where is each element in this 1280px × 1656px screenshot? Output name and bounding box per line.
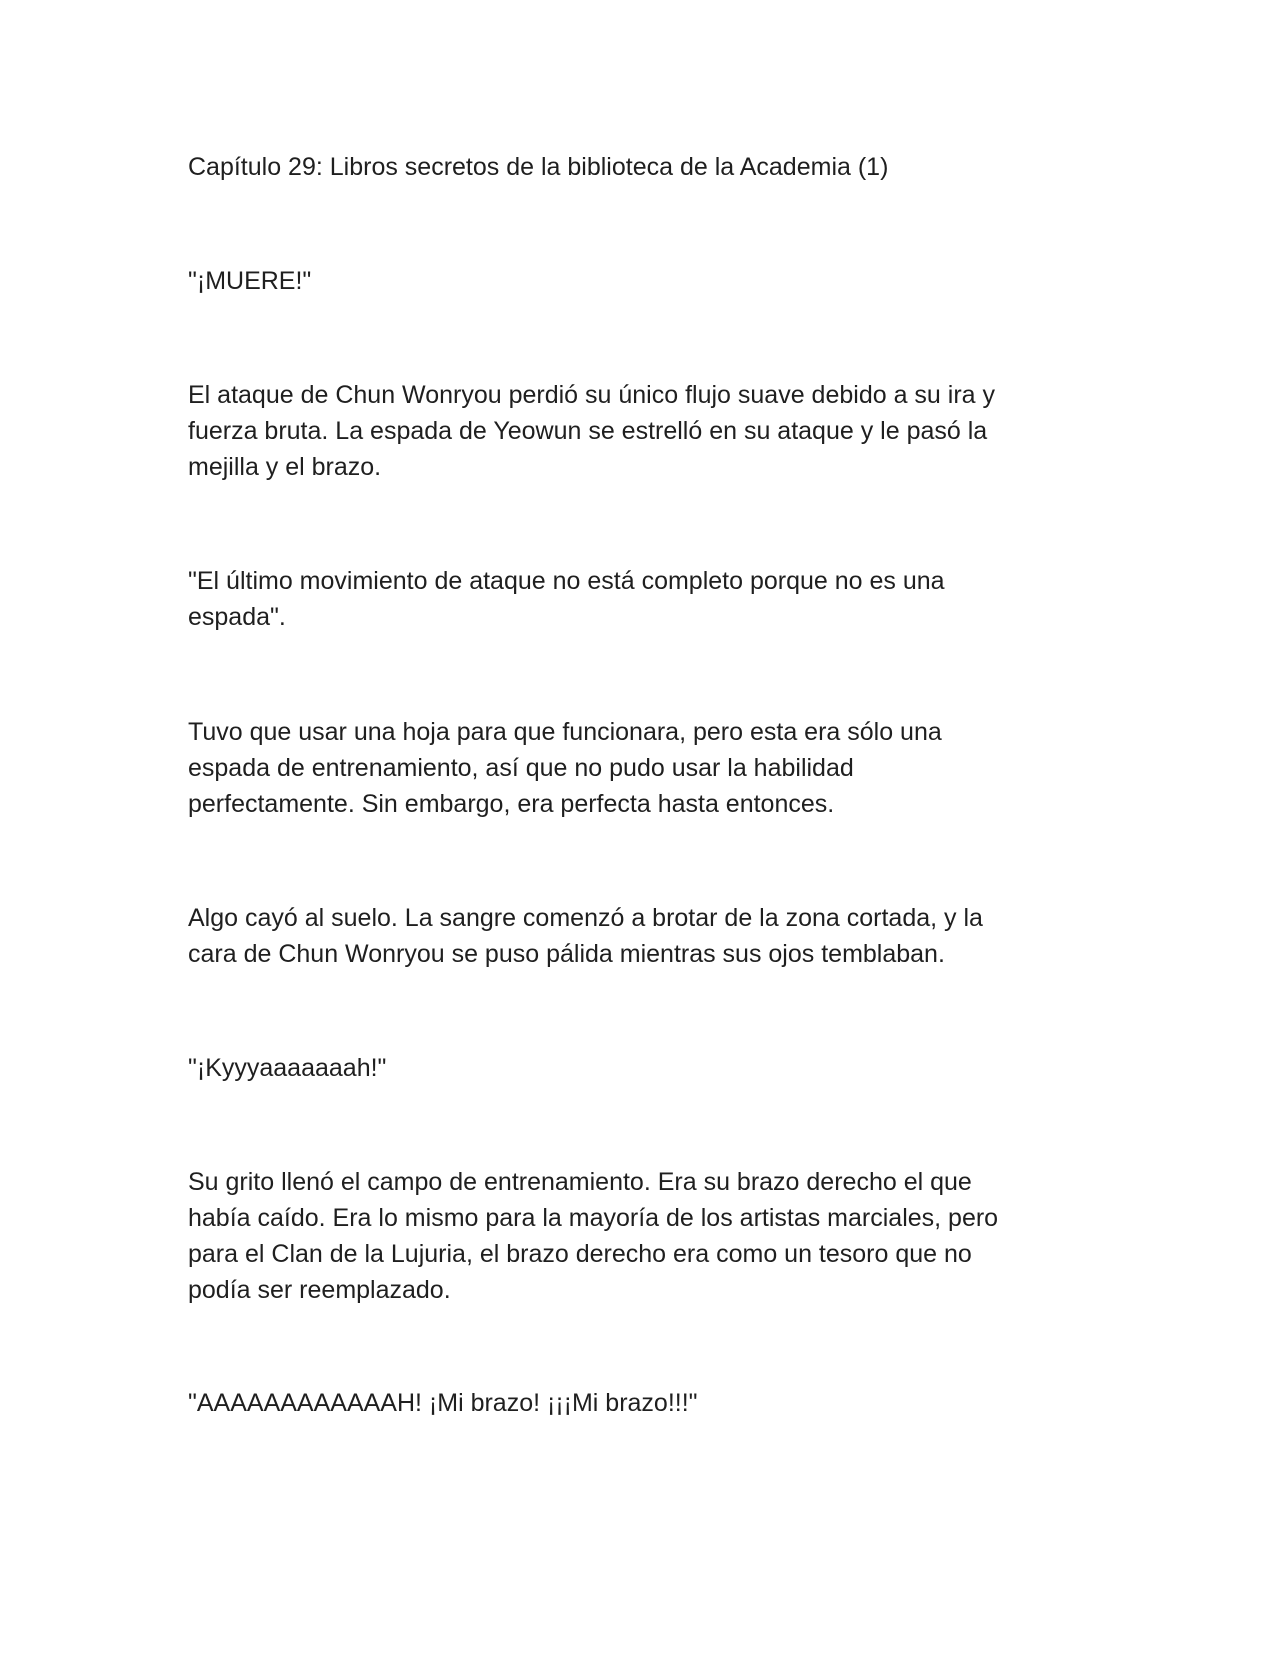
paragraph: El ataque de Chun Wonryou perdió su único flujo suave debido a su ira y fuerza bruta. La espada de Yeowun se estrelló en su ataque y le pasó la mejilla y el brazo. (188, 381, 995, 481)
paragraph: "¡Kyyyaaaaaaah!" (188, 1054, 387, 1082)
paragraph: Tuvo que usar una hoja para que funcionara, pero esta era sólo una espada de entrenamiento, así que no pudo usar la habilidad perfectamente. Sin embargo, era perfecta hasta entonces. (188, 718, 942, 818)
paragraph: Algo cayó al suelo. La sangre comenzó a brotar de la zona cortada, y la cara de Chun Wonryou se puso pálida mientras sus ojos temblaban. (188, 904, 983, 968)
paragraph: "AAAAAAAAAAAAH! ¡Mi brazo! ¡¡¡Mi brazo!!!" (188, 1389, 698, 1417)
paragraph: "¡MUERE!" (188, 267, 312, 295)
paragraph: "El último movimiento de ataque no está completo porque no es una espada". (188, 567, 945, 631)
paragraph: Su grito llenó el campo de entrenamiento. Era su brazo derecho el que había caído. Era lo mismo para la mayoría de los artistas marciales, pero para el Clan de la Lujuria, el brazo derecho era como un tesoro que no podía ser reemplazado. (188, 1168, 999, 1304)
chapter-title: Capítulo 29: Libros secretos de la biblioteca de la Academia (1) (188, 153, 889, 181)
